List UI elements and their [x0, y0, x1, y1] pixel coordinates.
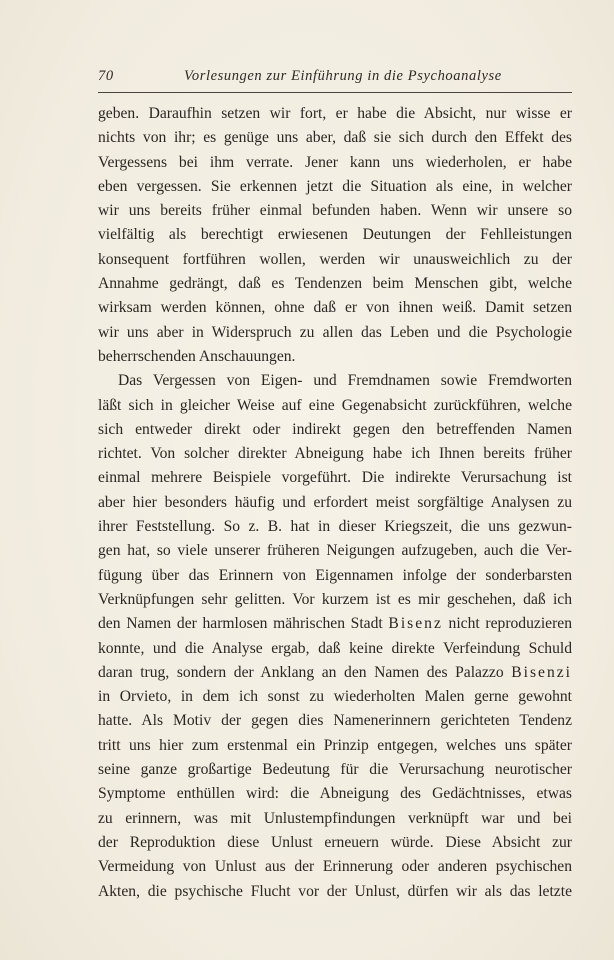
text-line: Das Vergessen von Eigen- und Fremdnamen sowie Fremdworten [118, 372, 572, 390]
text-line: der Reproduktion diese Unlust erneuern würde. Diese Absicht zur [98, 833, 572, 851]
text-line: wirksam werden können, ohne daß er von ihnen weiß. Damit setzen [98, 299, 572, 317]
text-fragment: daran trug, sondern der Anklang an den Namen des Palazzo [98, 663, 512, 681]
text-line: aber hier besonders häufig und erfordert meist sorgfältige Analysen zu [98, 493, 572, 511]
running-header [98, 68, 572, 88]
text-line: Annahme gedrängt, daß es Tendenzen beim Menschen gibt, welche [98, 275, 572, 293]
header-rule [98, 92, 572, 93]
text-line: vielfältig als berechtigt erwiesenen Deutungen der Fehlleistungen [98, 226, 572, 244]
body-text [98, 102, 572, 904]
text-line: Symptome enthüllen wird: die Abneigung des Gedächtnisses, etwas [98, 785, 572, 803]
text-line: läßt sich in gleicher Weise auf eine Gegenabsicht zurückführen, welche [98, 396, 572, 414]
text-line: Vermeidung von Unlust aus der Erinnerung oder anderen psychischen [98, 858, 572, 876]
text-line: eben vergessen. Sie erkennen jetzt die Situation als eine, in welcher [98, 177, 572, 195]
text-line: in Orvieto, in dem ich sonst zu wiederholten Malen gerne gewohnt [98, 688, 572, 706]
text-line: Vergessens bei ihm verrate. Jener kann uns wiederholen, er habe [98, 153, 572, 171]
text-line: zu erinnern, was mit Unlustempfindungen verknüpft war und bei [98, 809, 572, 827]
text-line: hatte. Als Motiv der gegen dies Namenerinnern gerichteten Tendenz [98, 712, 572, 730]
place-name-spaced: Bisenzi [511, 663, 572, 681]
text-fragment: nicht reproduzieren [442, 615, 572, 633]
text-line: fügung über das Erinnern von Eigennamen infolge der sonderbarsten [98, 566, 572, 584]
text-fragment: den Namen der harmlosen mährischen Stadt [98, 615, 389, 633]
text-line: wir uns aber in Widerspruch zu allen das Leben und die Psychologie [98, 323, 572, 341]
text-line: richtet. Von solcher direkter Abneigung habe ich Ihnen bereits früher [98, 445, 572, 463]
text-line: beherrschenden Anschauungen. [98, 347, 296, 365]
text-line: konnte, und die Analyse ergab, daß keine direkte Verfeindung Schuld [98, 639, 572, 657]
text-line: einmal mehrere Beispiele vorgeführt. Die indirekte Verursachung ist [98, 469, 572, 487]
text-line: Akten, die psychische Flucht vor der Unlust, dürfen wir als das letzte [98, 882, 572, 900]
text-line: gen hat, so viele unserer früheren Neigungen aufzugeben, auch die Ver- [98, 542, 572, 560]
page-number: 70 [98, 68, 114, 84]
text-line: tritt uns hier zum erstenmal ein Prinzip entgegen, welches uns später [98, 736, 572, 754]
text-line: konsequent fortführen wollen, werden wir unausweichlich zu der [98, 250, 572, 268]
text-line: sich entweder direkt oder indirekt gegen den betreffenden Namen [98, 420, 572, 438]
place-name-spaced: Bisenz [388, 615, 443, 633]
text-line [98, 612, 572, 636]
text-line: wir uns bereits früher einmal befunden haben. Wenn wir unsere so [98, 202, 572, 220]
running-title: Vorlesungen zur Einführung in die Psychoanalyse [184, 68, 502, 84]
text-line: geben. Daraufhin setzen wir fort, er habe die Absicht, nur wisse er [98, 105, 572, 122]
text-line: seine ganze großartige Bedeutung für die Verursachung neurotischer [98, 761, 572, 779]
text-line: Verknüpfungen sehr gelitten. Vor kurzem ist es mir geschehen, daß ich [98, 590, 572, 608]
text-line: nichts von ihr; es genüge uns aber, daß sie sich durch den Effekt des [98, 129, 572, 147]
text-line [98, 661, 572, 685]
text-line: ihrer Feststellung. So z. B. hat in dieser Kriegszeit, die uns gezwun- [98, 518, 572, 536]
